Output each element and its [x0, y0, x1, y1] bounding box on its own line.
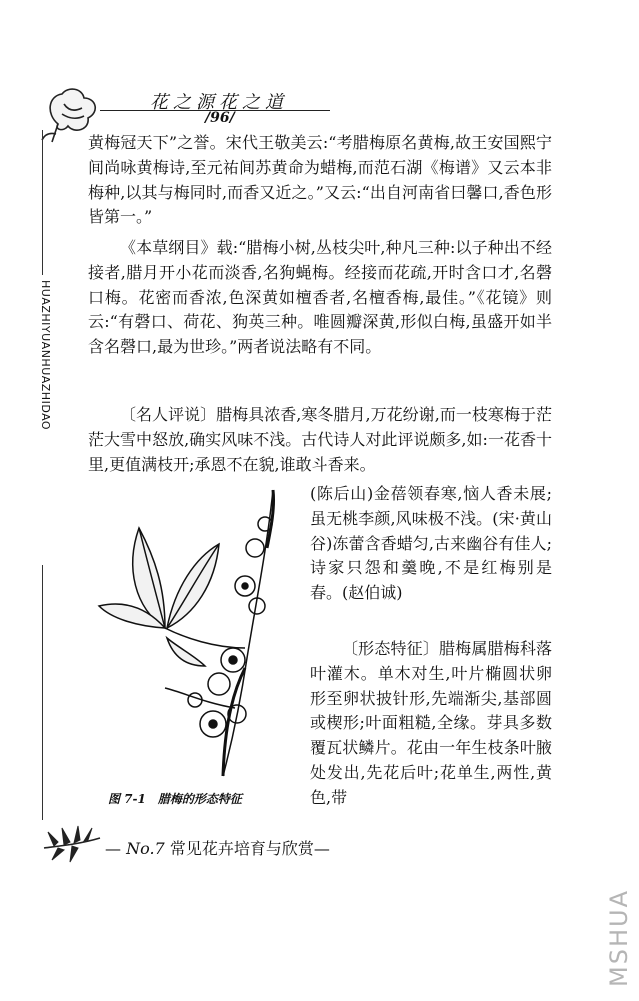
side-rule-top: [42, 130, 43, 275]
side-rule-bottom: [42, 565, 43, 820]
paragraph-2: 《本草纲目》载:“腊梅小树,丛枝尖叶,种凡三种:以子种出不经接者,腊月开小花而淡香,名狗蝇梅。经接而花疏,开时含口才,名磬口梅。花密而香浓,色深黄如檀香者,名檀香梅,最佳。”《花镜》则云:“有磬口、荷花、狗英三种。唯圆瓣深黄,形似白梅,虽盛开如半含名磬口,最为世珍。”两者说法略有不同。: [88, 238, 552, 357]
running-header-title: 花之源花之道: [150, 92, 288, 113]
paragraph-3: 〔名人评说〕腊梅具浓香,寒冬腊月,万花纷谢,而一枝寒梅于茫茫大雪中怒放,确实风味不浅。古代诗人对此评说颇多,如:一花香十里,更值满枝开;承恩不在貌,谁敢斗香来。: [88, 405, 552, 474]
footer-chapter-title: 常见花卉培育与欣赏: [169, 839, 314, 858]
footer-sprig-icon: [40, 818, 104, 864]
paragraph-5: 〔形态特征〕腊梅属腊梅科落叶灌木。单木对生,叶片椭圆状卵形至卵状披针形,先端渐尖,基部圆或楔形;叶面粗糙,全缘。芽具多数覆瓦状鳞片。花由一年生枝条叶腋处发出,先花后叶;花单生,两性,黄色,带: [310, 639, 552, 807]
paragraph-4: (陈后山)金蓓领春寒,恼人香未展;虽无桃李颜,风味极不浅。(宋·黄山谷)冻蕾含香蜡匀,古来幽谷有佳人;诗家只怨和羹晚,不是红梅别是春。(赵伯诚): [310, 484, 552, 603]
figure-caption: 图 7-1 腊梅的形态特征: [108, 792, 242, 806]
watermark: MSHUA: [605, 889, 633, 987]
wintersweet-illustration: [95, 488, 295, 778]
side-label: HUAZHIYUANHUAZHIDAO: [39, 280, 52, 431]
footer-chapter-number: No.7: [126, 839, 165, 858]
page-number: /96/: [205, 110, 235, 126]
paragraph-1: 黄梅冠天下”之誉。宋代王敬美云:“考腊梅原名黄梅,故王安国熙宁间尚咏黄梅诗,至元祐间苏黄命为蜡梅,而范石湖《梅谱》又云本非梅种,以其与梅同时,而香又近之。”又云:“出自河南省曰馨口,香色形皆第一。”: [88, 133, 552, 227]
footer-chapter: — No.7 常见花卉培育与欣赏—: [105, 839, 330, 858]
